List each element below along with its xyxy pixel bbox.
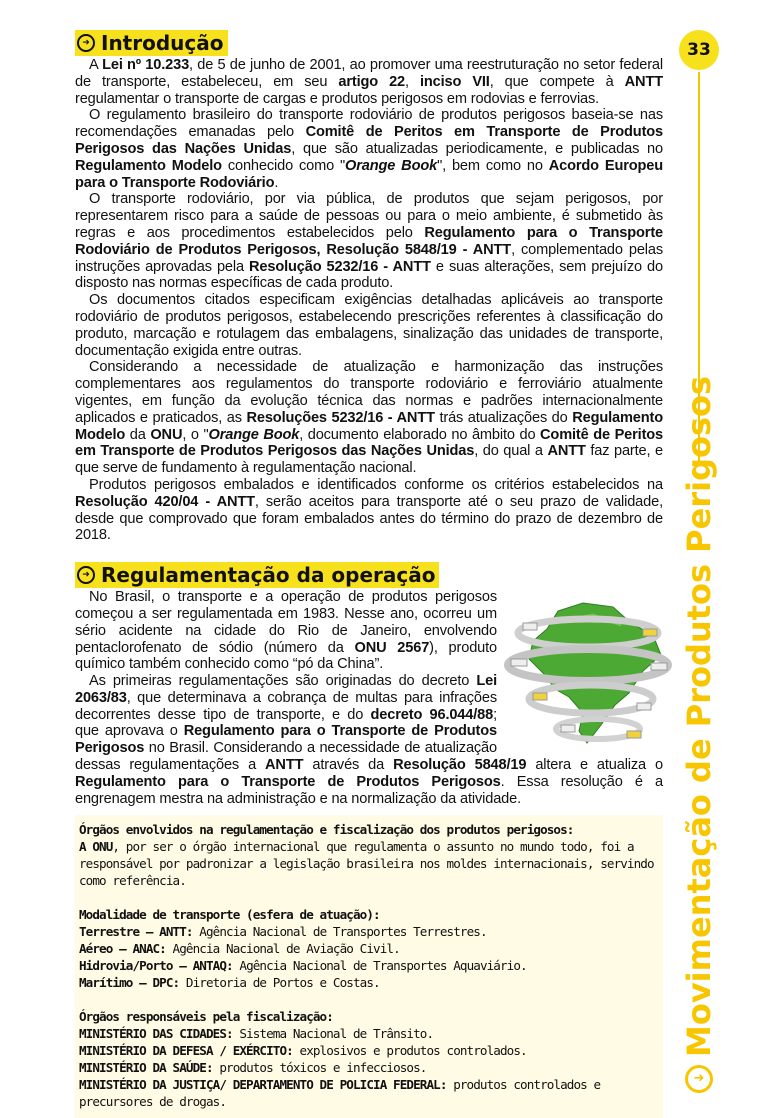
item-text: Agência Nacional de Transportes Aquaviário.: [232, 958, 527, 974]
list-item: [79, 1076, 657, 1110]
list-item: [79, 940, 657, 957]
list-item: [79, 923, 657, 940]
arrow-circle-icon: ➜: [685, 1065, 713, 1093]
box-bold-label: A ONU: [79, 839, 113, 855]
page-number: 33: [679, 30, 719, 70]
paragraph: A Lei nº 10.233, de 5 de junho de 2001, ao promover uma reestruturação no setor federal de transporte, estabeleceu, em seu artigo 22, inciso VII, que compete à ANTT regulamentar o transporte de cargas e produtos perigosos em rodovias e ferrovias.: [75, 57, 663, 107]
item-text: produtos controlados e precursores de drogas.: [79, 1077, 601, 1110]
item-text: Agência Nacional de Transportes Terrestres.: [192, 924, 487, 940]
transport-modes-list: [79, 923, 657, 991]
item-label: Terrestre – ANTT:: [79, 924, 193, 940]
vertical-section-title: [677, 376, 721, 1093]
box-heading: Órgãos responsáveis pela fiscalização:: [79, 1009, 333, 1025]
info-box: [75, 815, 663, 1118]
paragraph: O regulamento brasileiro do transporte rodoviário de produtos perigosos baseia-se nas recomendações emanadas pelo Comitê de Peritos em Transporte de Produtos Perigosos das Nações Unidas, que são atualizadas periodicamente, e publicadas no Regulamento Modelo conhecido como "Orange Book", bem como no Acordo Europeu para o Transporte Rodoviário.: [75, 107, 664, 191]
section-heading-regulamentacao: [75, 562, 439, 588]
item-label: Aéreo – ANAC:: [79, 941, 166, 957]
item-label: MINISTÉRIO DA DEFESA / EXÉRCITO:: [79, 1043, 293, 1059]
arrow-circle-icon: ➜: [77, 34, 95, 52]
item-label: Marítimo – DPC:: [79, 975, 180, 991]
arrow-circle-icon: ➜: [77, 566, 95, 584]
list-item: [79, 1042, 657, 1059]
item-label: MINISTÉRIO DAS CIDADES:: [79, 1026, 233, 1042]
main-column: [75, 30, 663, 1118]
paragraph: O transporte rodoviário, por via pública, de produtos que sejam perigosos, por representarem risco para a saúde de pessoas ou para o meio ambiente, é submetido às regras e aos procedimentos estabelecidos pelo Regulamento para o Transporte Rodoviário de Produtos Perigosos, Resolução 5848/19 - ANTT, complementado pelas instruções aprovadas pela Resolução 5232/16 - ANTT e suas alterações, sem prejuízo do disposto nas normas específicas de cada produto.: [75, 191, 663, 292]
item-label: Hidrovia/Porto – ANTAQ:: [79, 958, 233, 974]
box-heading: Órgãos envolvidos na regulamentação e fiscalização dos produtos perigosos:: [79, 822, 574, 838]
item-text: Sistema Nacional de Trânsito.: [232, 1026, 434, 1042]
item-text: Diretoria de Portos e Costas.: [179, 975, 380, 991]
list-item: [79, 1025, 657, 1042]
paragraph: As primeiras regulamentações são originadas do decreto Lei 2063/83, que determinava a cobrança de multas para infrações decorrentes desse tipo de transporte, e do decreto 96.044/88; que aprovava o Regulamento para o Transporte de Produtos Perigosos no Brasil. Considerando a necessidade de atualização dessas regulamentações a ANTT através da Resolução 5848/19 altera e atualiza o Regulamento para o Transporte de Produtos Perigosos. Essa resolução é a engrenagem mestra na administração e na normalização da atividade.: [75, 673, 663, 807]
paragraph: No Brasil, o transporte e a operação de produtos perigosos começou a ser regulamentada em 1983. Nesse ano, ocorreu um sério acidente na cidade do Rio de Janeiro, envolvendo pentaclorofenato de sódio (número da ONU 2567), produto químico também conhecido como “pó da China”.: [75, 589, 497, 673]
list-item: [79, 974, 657, 991]
brazil-map-road-icon: [503, 593, 673, 753]
item-text: produtos tóxicos e infecciosos.: [212, 1060, 427, 1076]
list-item: [79, 957, 657, 974]
item-text: Agência Nacional de Aviação Civil.: [165, 941, 400, 957]
section-title: Introdução: [101, 31, 224, 55]
paragraph: Produtos perigosos embalados e identificados conforme os critérios estabelecidos na Resolução 420/04 - ANTT, serão aceitos para transporte até o seu prazo de validade, desde que comprovado que foram embalados antes do término do prazo de dezembro de 2018.: [75, 476, 663, 544]
paragraph: Os documentos citados especificam exigências detalhadas aplicáveis ao transporte rodoviário de produtos perigosos, estabelecendo prescrições referentes à classificação do produto, marcação e rotulagem das embalagens, sinalização das unidades de transporte, documentação exigida entre outras.: [75, 292, 663, 359]
item-text: explosivos e produtos controlados.: [292, 1043, 527, 1059]
box-plain-text: , por ser o órgão internacional que regulamenta o assunto no mundo todo, foi a responsável por padronizar a legislação brasileira nos moldes internacionais, servindo como referência.: [79, 839, 654, 889]
item-label: MINISTÉRIO DA SAÚDE:: [79, 1060, 213, 1076]
side-title-text: Movimentação de Produtos Perigosos: [680, 375, 718, 1057]
side-rail: [677, 28, 735, 1088]
paragraph: Considerando a necessidade de atualização e harmonização das instruções complementares aos regulamentos do transporte rodoviário e ferroviário atualmente vigentes, em função da evolução técnica das normas e padrões internacionalmente aplicados e praticados, as Resoluções 5232/16 - ANTT trás atualizações do Regulamento Modelo da ONU, o "Orange Book, documento elaborado no âmbito do Comitê de Peritos em Transporte de Produtos Perigosos das Nações Unidas, do qual a ANTT faz parte, e que serve de fundamento à regulamentação nacional.: [75, 359, 664, 477]
brazil-map-illustration: [503, 593, 673, 753]
list-item: [79, 1059, 657, 1076]
section-title: Regulamentação da operação: [101, 563, 436, 588]
box-heading: Modalidade de transporte (esfera de atuação):: [79, 907, 380, 923]
oversight-bodies-list: [79, 1025, 657, 1110]
item-label: MINISTÉRIO DA JUSTIÇA/ DEPARTAMENTO DE POLICIA FEDERAL:: [79, 1077, 447, 1093]
section-heading-introducao: [75, 30, 228, 56]
box-text: [79, 838, 657, 889]
